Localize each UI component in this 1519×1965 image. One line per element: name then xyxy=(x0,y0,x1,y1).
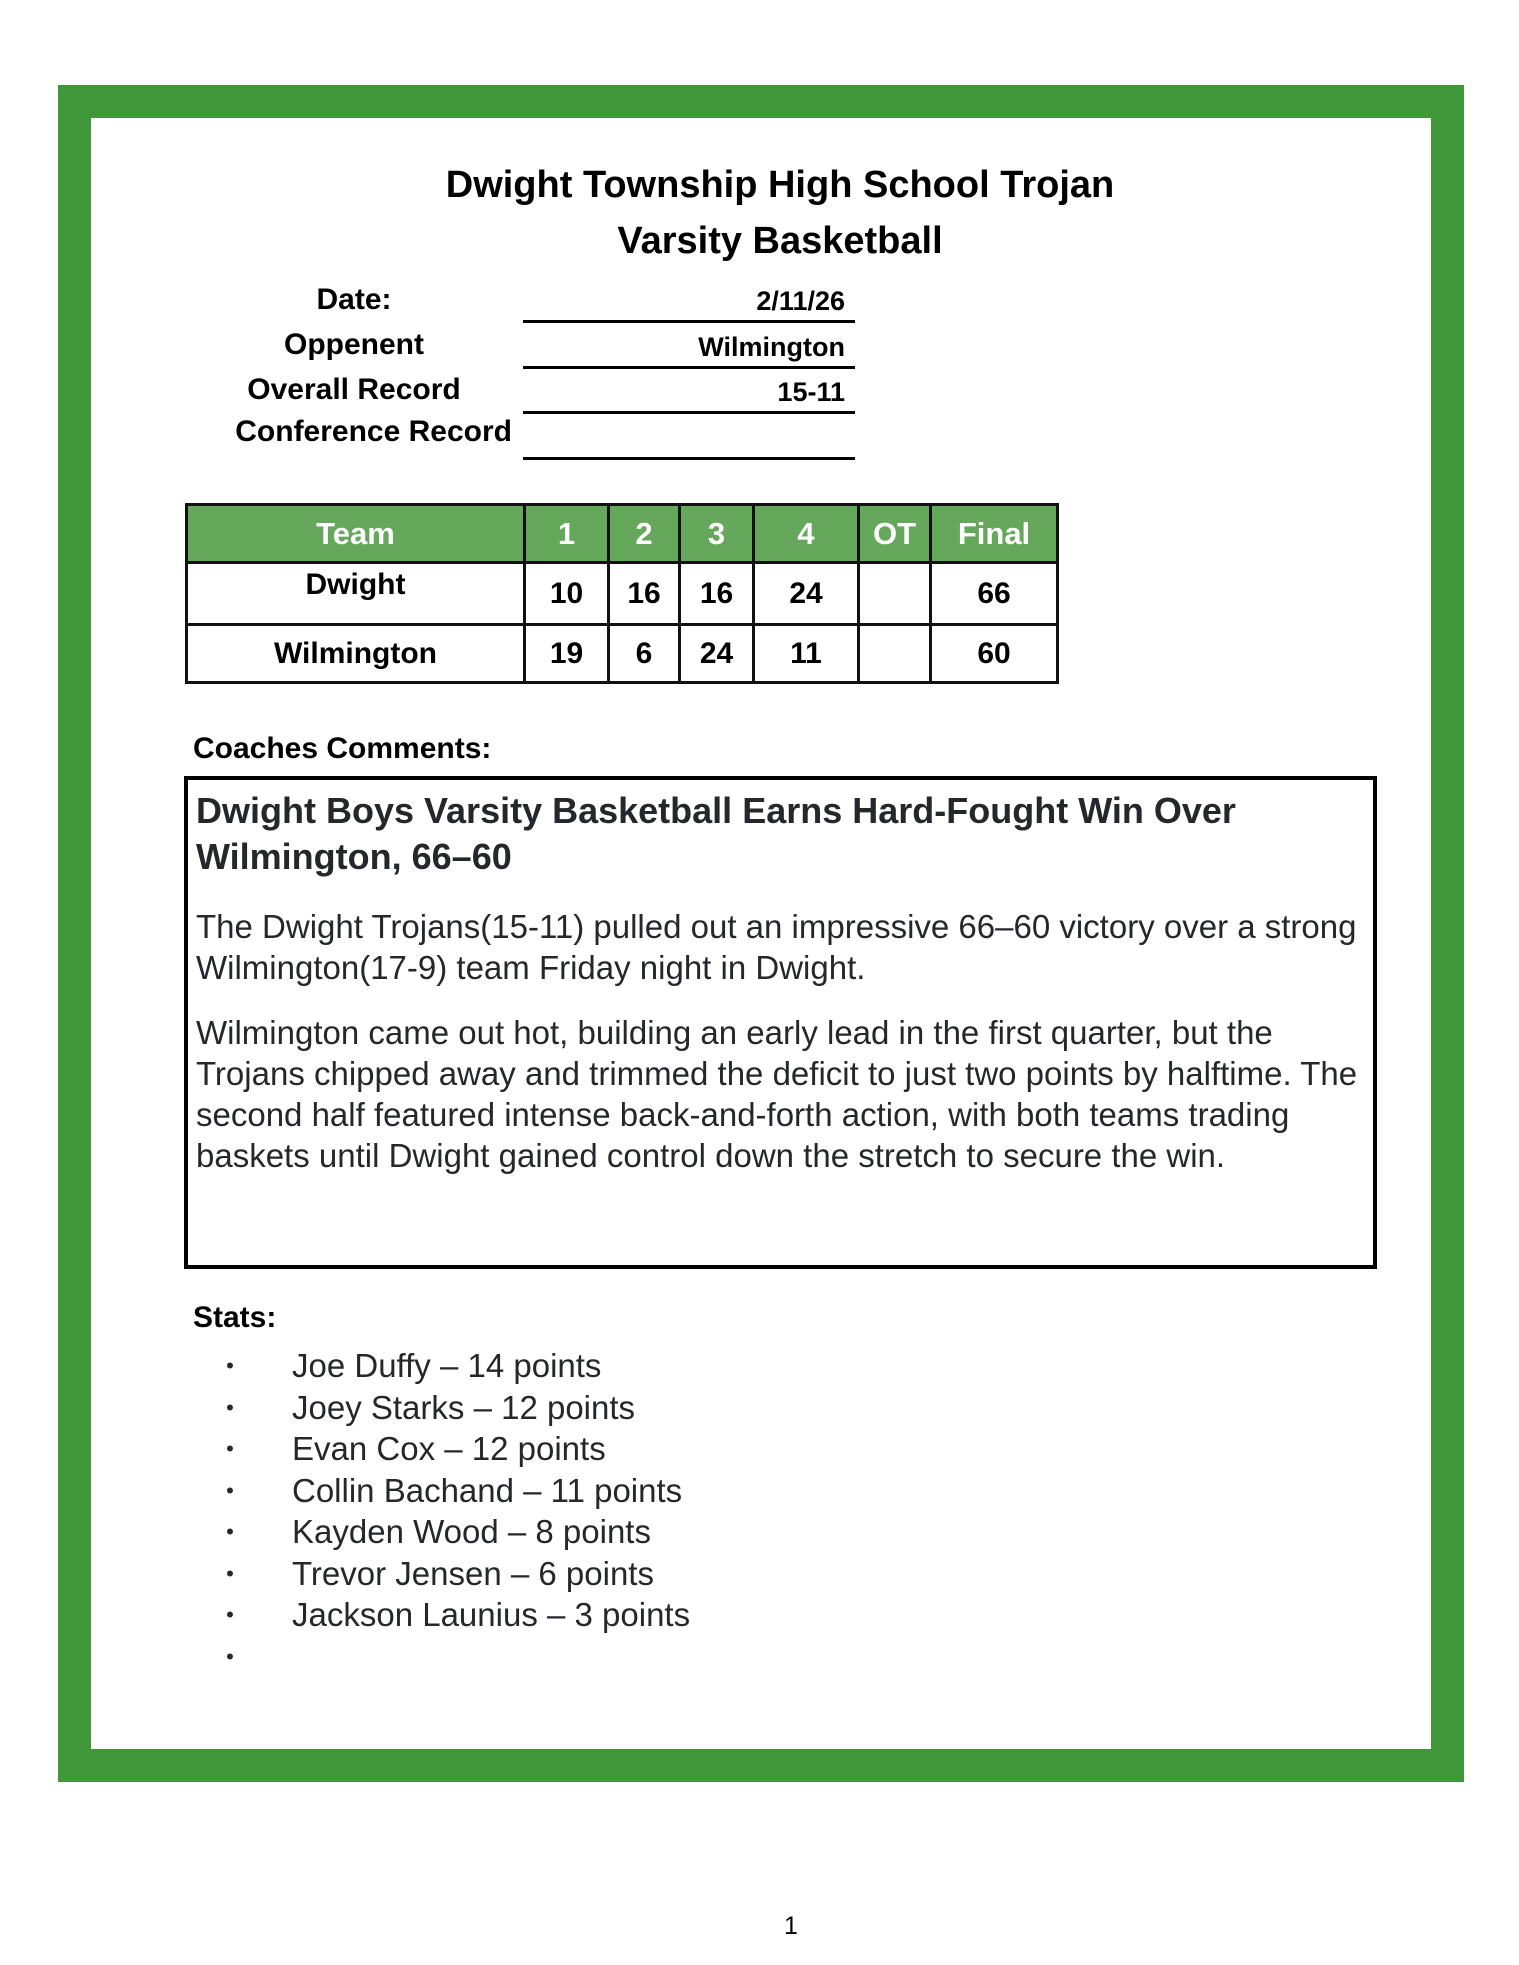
final-score: 60 xyxy=(931,625,1058,683)
stats-label: Stats: xyxy=(193,1301,277,1334)
bullet-icon: • xyxy=(226,1643,234,1669)
coaches-comments-label: Coaches Comments: xyxy=(193,732,492,765)
ot-score xyxy=(859,563,931,625)
header-q2: 2 xyxy=(609,505,680,563)
bullet-icon: • xyxy=(226,1436,234,1461)
conference-record-label: Conference Record xyxy=(235,415,512,448)
conference-record-underline xyxy=(523,457,855,460)
scoreboard-table xyxy=(185,503,1059,684)
header-q1: 1 xyxy=(525,505,609,563)
overall-record-value: 15-11 xyxy=(777,377,845,407)
bullet-icon: • xyxy=(226,1560,234,1586)
player-stat: Kayden Wood – 8 points xyxy=(292,1513,651,1550)
bullet-icon: • xyxy=(226,1394,234,1420)
coaches-comments-box xyxy=(184,776,1377,1269)
opponent-underline xyxy=(523,366,855,369)
q2-score: 16 xyxy=(609,563,680,625)
player-stat: Joey Starks – 12 points xyxy=(292,1388,636,1426)
date-label: Date: xyxy=(316,283,392,316)
table-row xyxy=(187,563,1058,625)
opponent-label: Oppenent xyxy=(284,328,424,361)
q3-score: 16 xyxy=(680,563,754,625)
q2-score: 6 xyxy=(609,625,680,683)
q1-score: 10 xyxy=(525,563,609,625)
header-team: Team xyxy=(187,505,525,563)
scoreboard-header-row xyxy=(187,505,1058,563)
player-stat: Trevor Jensen – 6 points xyxy=(292,1554,654,1592)
header-ot: OT xyxy=(859,505,931,563)
player-stat: Evan Cox – 12 points xyxy=(292,1430,606,1467)
q4-score: 11 xyxy=(754,625,859,683)
page-number: 1 xyxy=(784,1912,798,1940)
team-name: Dwight xyxy=(187,563,525,625)
final-score: 66 xyxy=(931,563,1058,625)
page-title-line2: Varsity Basketball xyxy=(617,220,943,262)
table-row xyxy=(187,625,1058,683)
header-q4: 4 xyxy=(754,505,859,563)
date-value: 2/11/26 xyxy=(756,286,845,316)
comments-paragraph: The Dwight Trojans(15-11) pulled out an impressive 66–60 victory over a strong Wilmington(17-9) team Friday night in Dwight. xyxy=(196,908,1357,986)
q4-score: 24 xyxy=(754,563,859,625)
ot-score xyxy=(859,625,931,683)
page-title-line1: Dwight Township High School Trojan xyxy=(445,164,1115,206)
overall-record-label: Overall Record xyxy=(247,373,461,406)
overall-record-underline xyxy=(523,411,855,414)
player-stat: Joe Duffy – 14 points xyxy=(292,1347,602,1384)
player-stat: Collin Bachand – 11 points xyxy=(292,1471,683,1509)
player-stat: Jackson Launius – 3 points xyxy=(292,1596,691,1633)
bullet-icon: • xyxy=(226,1519,234,1544)
bullet-icon: • xyxy=(226,1477,234,1503)
header-final: Final xyxy=(931,505,1058,563)
bullet-icon: • xyxy=(226,1602,234,1627)
q3-score: 24 xyxy=(680,625,754,683)
header-q3: 3 xyxy=(680,505,754,563)
team-name: Wilmington xyxy=(187,625,525,683)
date-underline xyxy=(523,320,855,323)
bullet-icon: • xyxy=(226,1353,234,1378)
q1-score: 19 xyxy=(525,625,609,683)
comments-headline: Dwight Boys Varsity Basketball Earns Hard-Fought Win Over Wilmington, 66–60 xyxy=(196,790,1236,877)
comments-paragraph: Wilmington came out hot, building an early lead in the first quarter, but the Trojans chipped away and trimmed the deficit to just two points by halftime. The second half featured intense back-and-forth action, with both teams trading baskets until Dwight gained control down the stretch to secure the win. xyxy=(196,1014,1358,1174)
opponent-value: Wilmington xyxy=(698,332,845,362)
